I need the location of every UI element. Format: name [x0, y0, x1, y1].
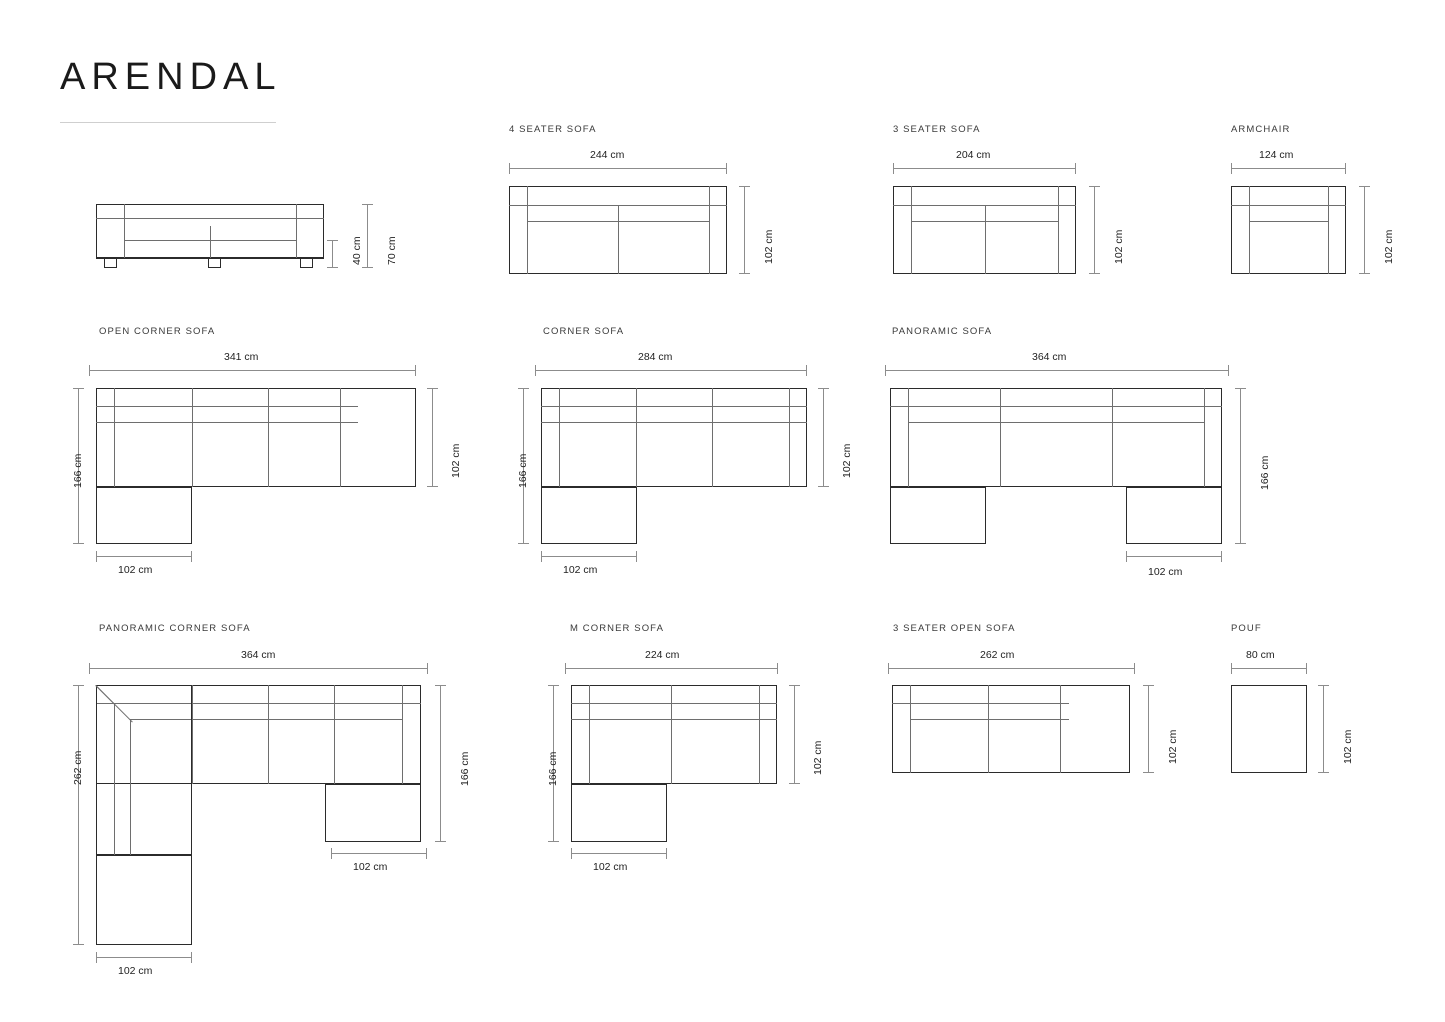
- dim-corner-width: 284 cm: [638, 351, 673, 363]
- dim-open-corner-width: 341 cm: [224, 351, 259, 363]
- dim-panoramic-corner-depth-right: 166 cm: [459, 751, 471, 786]
- dim-panoramic-corner-width: 364 cm: [241, 649, 276, 661]
- dim-open-corner-depth-left: 166 cm: [72, 453, 84, 488]
- title-panoramic-sofa: PANORAMIC SOFA: [892, 326, 993, 337]
- dim-3-seater-width: 204 cm: [956, 149, 991, 161]
- dim-open-corner-depth-right: 102 cm: [450, 443, 462, 478]
- title-3-seater-sofa: 3 SEATER SOFA: [893, 124, 981, 135]
- dim-3-seater-open-depth: 102 cm: [1167, 729, 1179, 764]
- title-open-corner-sofa: OPEN CORNER SOFA: [99, 326, 216, 337]
- title-3-seater-open-sofa: 3 SEATER OPEN SOFA: [893, 623, 1016, 634]
- dim-m-corner-depth-bottom: 102 cm: [593, 861, 628, 873]
- dim-3-seater-open-width: 262 cm: [980, 649, 1015, 661]
- dim-armchair-width: 124 cm: [1259, 149, 1294, 161]
- dim-corner-depth-left: 166 cm: [517, 453, 529, 488]
- dim-perspective-total-height: 70 cm: [386, 236, 398, 265]
- title-corner-sofa: CORNER SOFA: [543, 326, 625, 337]
- title-pouf: POUF: [1231, 623, 1262, 634]
- dim-m-corner-depth-right: 102 cm: [812, 740, 824, 775]
- dim-4-seater-depth: 102 cm: [763, 229, 775, 264]
- dim-pouf-depth: 102 cm: [1342, 729, 1354, 764]
- dim-corner-depth-bottom: 102 cm: [563, 564, 598, 576]
- title-armchair: ARMCHAIR: [1231, 124, 1291, 135]
- dim-perspective-seat-height: 40 cm: [351, 236, 363, 265]
- dim-m-corner-width: 224 cm: [645, 649, 680, 661]
- dim-panoramic-corner-depth-bottom-right: 102 cm: [353, 861, 388, 873]
- dim-4-seater-width: 244 cm: [590, 149, 625, 161]
- title-m-corner-sofa: M CORNER SOFA: [570, 623, 665, 634]
- dim-panoramic-corner-depth-bottom-left: 102 cm: [118, 965, 153, 977]
- dim-panoramic-width: 364 cm: [1032, 351, 1067, 363]
- dim-panoramic-depth-bottom: 102 cm: [1148, 566, 1183, 578]
- title-panoramic-corner-sofa: PANORAMIC CORNER SOFA: [99, 623, 251, 634]
- page-title: ARENDAL: [60, 56, 282, 98]
- dim-corner-depth-right: 102 cm: [841, 443, 853, 478]
- dim-pouf-width: 80 cm: [1246, 649, 1275, 661]
- dim-panoramic-depth-right: 166 cm: [1259, 455, 1271, 490]
- dim-m-corner-depth-left: 166 cm: [547, 751, 559, 786]
- dim-panoramic-corner-depth-left: 262 cm: [72, 750, 84, 785]
- title-divider: [60, 122, 276, 123]
- dim-3-seater-depth: 102 cm: [1113, 229, 1125, 264]
- dim-armchair-depth: 102 cm: [1383, 229, 1395, 264]
- dim-open-corner-depth-bottom: 102 cm: [118, 564, 153, 576]
- title-4-seater-sofa: 4 SEATER SOFA: [509, 124, 597, 135]
